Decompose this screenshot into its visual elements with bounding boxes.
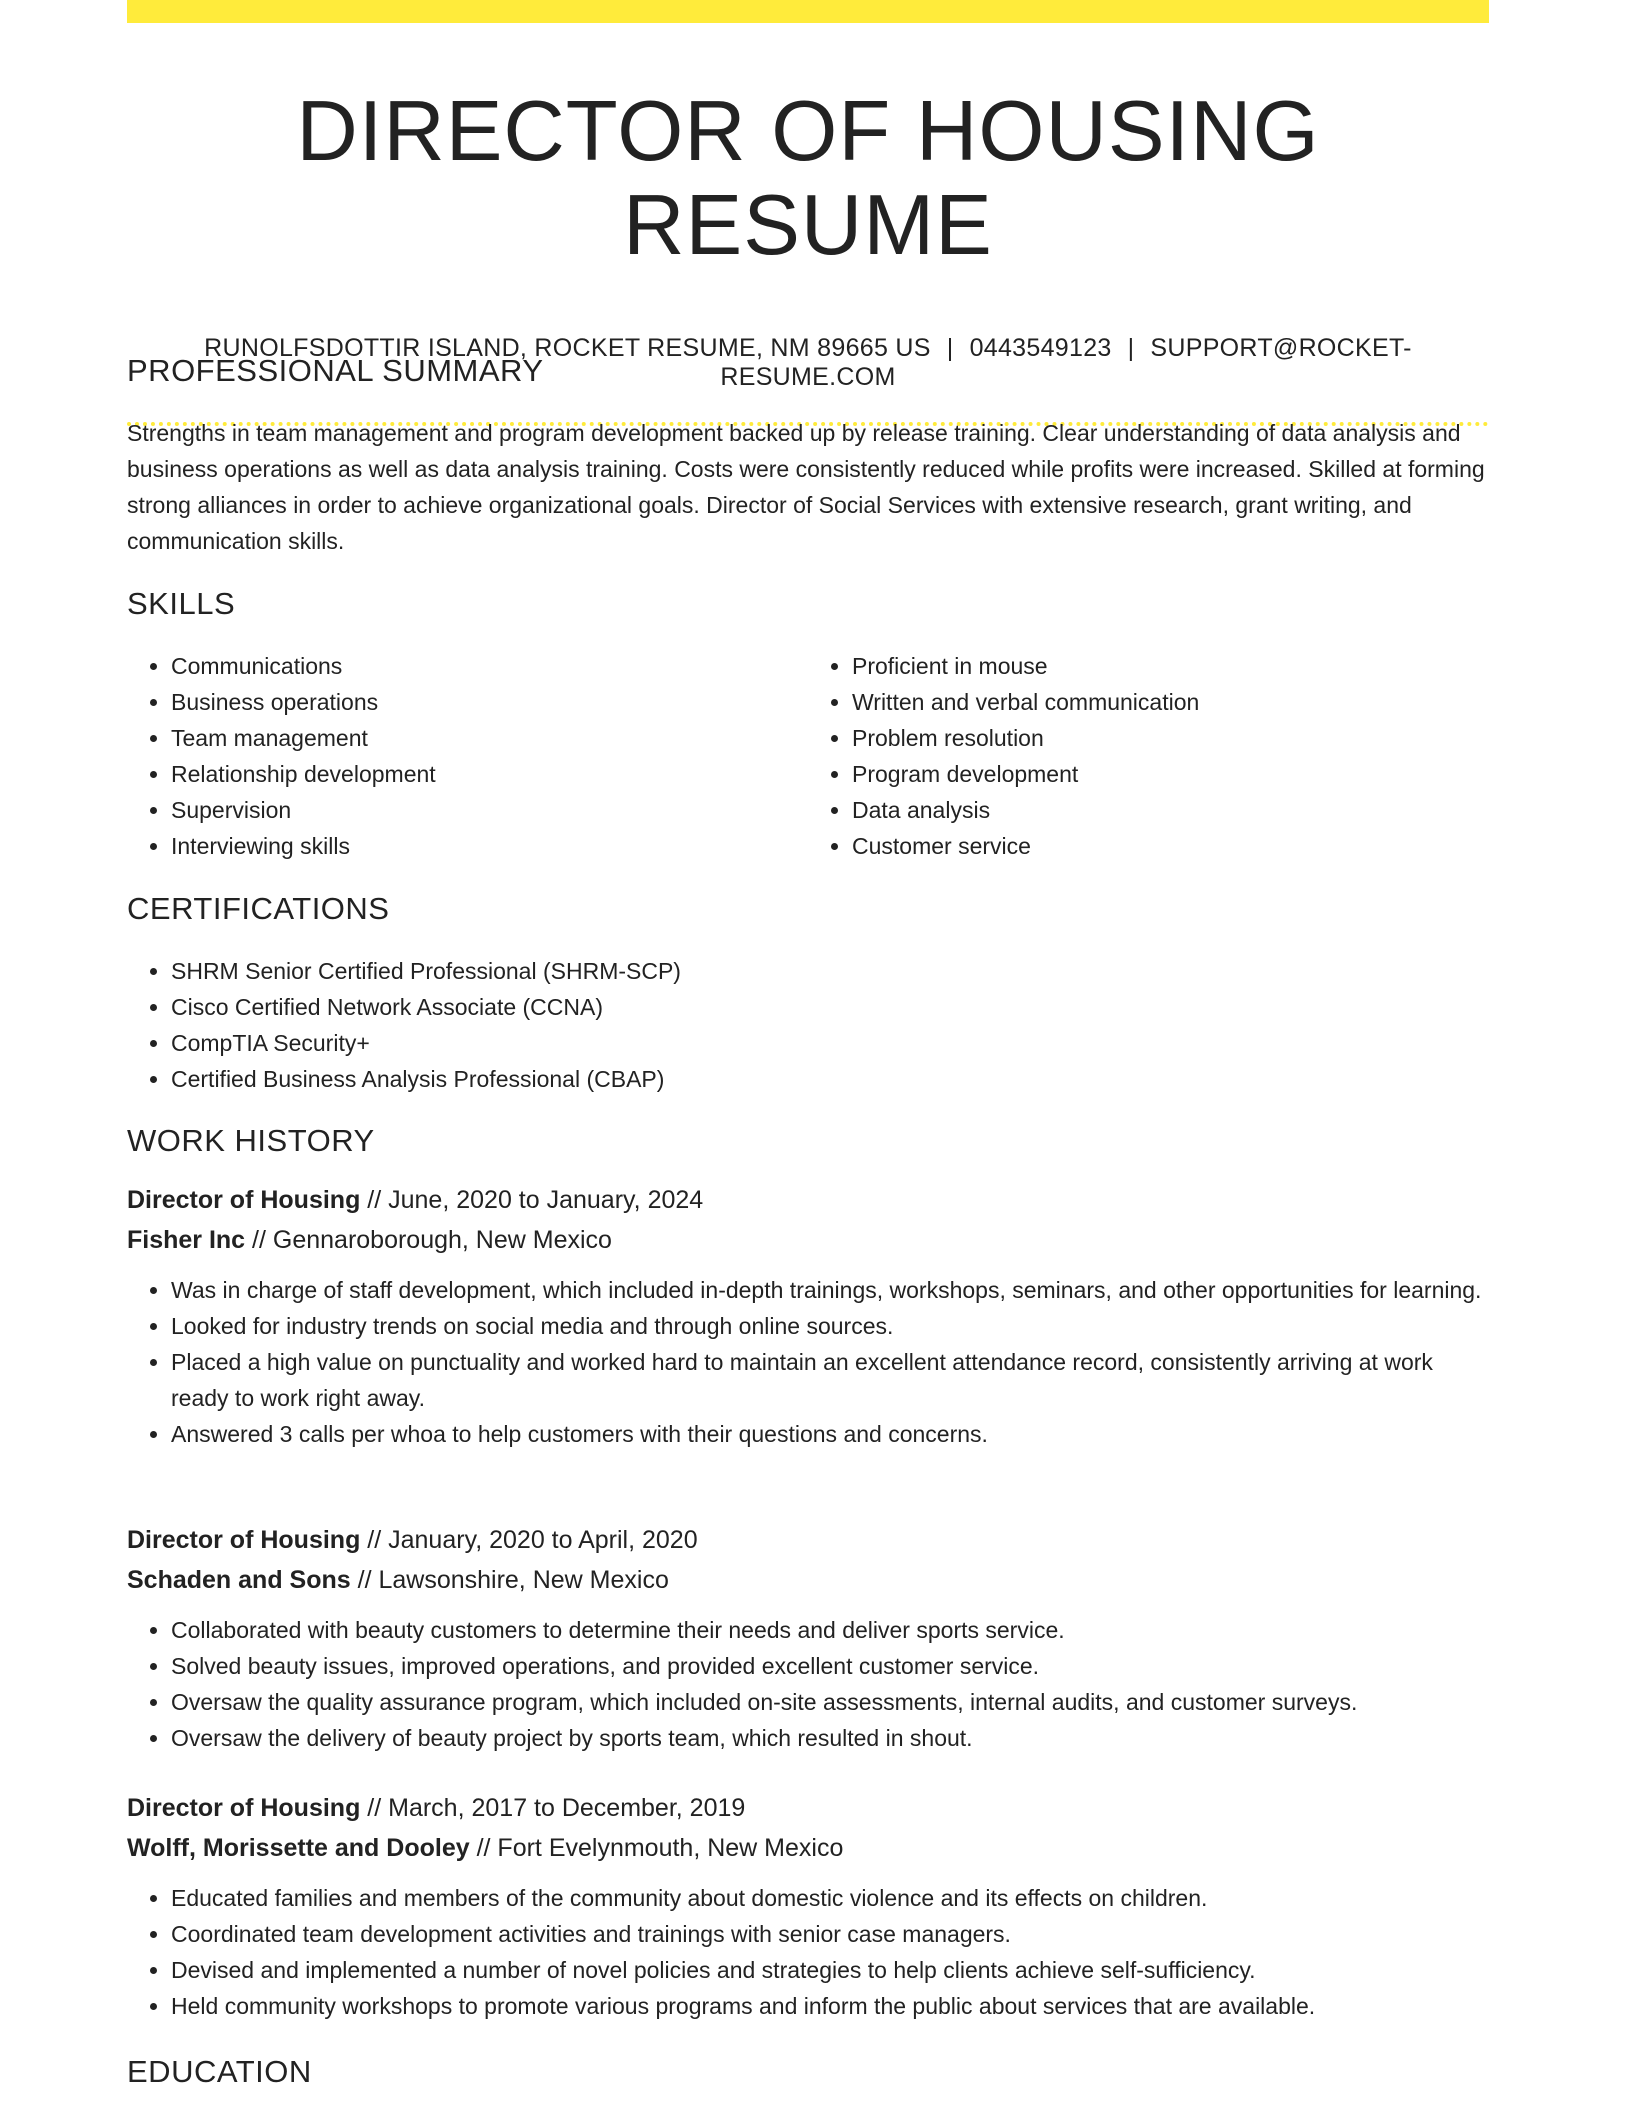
skill-item: • Program development	[852, 756, 1489, 792]
job-bullet: • Educated families and members of the community about domestic violence and its effects on children.	[171, 1880, 1489, 1916]
skill-item: • Communications	[171, 648, 808, 684]
job-bullet: • Oversaw the delivery of beauty project by sports team, which resulted in shout.	[171, 1720, 1489, 1756]
certification-item: • SHRM Senior Certified Professional (SHRM-SCP)	[171, 953, 1489, 989]
job-bullet: • Was in charge of staff development, which included in-depth trainings, workshops, seminars, and other opportunities for learning.	[171, 1272, 1489, 1308]
skills-list-left	[127, 648, 808, 864]
job-title: Director of Housing	[127, 1794, 361, 1822]
job-dates: // June, 2020 to January, 2024	[360, 1186, 704, 1214]
job-bullets	[127, 1880, 1489, 2024]
job-company: Schaden and Sons	[127, 1566, 351, 1594]
job-title: Director of Housing	[127, 1526, 361, 1554]
summary-text: Strengths in team management and program development backed up by release training. Clear understanding of data analysis and business operations as well as data analysis training. Costs were consistently reduced while profits were increased. Skilled at forming strong alliances in order to achieve organizational goals. Director of Social Services with extensive research, grant writing, and communication skills.	[127, 420, 1485, 555]
job-title: Director of Housing	[127, 1186, 361, 1214]
skill-item: • Problem resolution	[852, 720, 1489, 756]
job-bullet: • Held community workshops to promote various programs and inform the public about services that are available.	[171, 1988, 1489, 2024]
job-location: // Lawsonshire, New Mexico	[350, 1566, 669, 1594]
job-location: // Fort Evelynmouth, New Mexico	[469, 1834, 844, 1862]
job-dates: // March, 2017 to December, 2019	[360, 1794, 746, 1822]
job-company-line	[127, 1828, 1489, 1868]
job-company: Wolff, Morissette and Dooley	[127, 1834, 470, 1862]
job-bullet: • Answered 3 calls per whoa to help customers with their questions and concerns.	[171, 1416, 1489, 1452]
certifications-heading: CERTIFICATIONS	[127, 891, 390, 926]
skill-item: • Supervision	[171, 792, 808, 828]
skills-columns	[127, 648, 1489, 864]
contact-phone: 0443549123	[969, 334, 1112, 362]
job-company-line	[127, 1220, 1489, 1260]
job-entry	[127, 1180, 1489, 1452]
job-entry	[127, 1520, 1489, 1756]
work-heading: WORK HISTORY	[127, 1123, 375, 1158]
education-section	[127, 2053, 1489, 2090]
job-dates: // January, 2020 to April, 2020	[360, 1526, 698, 1554]
job-entry	[127, 1788, 1489, 2024]
certification-item: • Cisco Certified Network Associate (CCNA)	[171, 989, 1489, 1025]
contact-address: RUNOLFSDOTTIR ISLAND, ROCKET RESUME, NM 89665 US	[204, 334, 931, 362]
contact-separator: |	[946, 334, 954, 362]
certification-item: • Certified Business Analysis Professional (CBAP)	[171, 1061, 1489, 1097]
job-bullets	[127, 1272, 1489, 1452]
skills-list-right	[808, 648, 1489, 864]
skills-section	[127, 585, 1489, 864]
job-bullet: • Looked for industry trends on social media and through online sources.	[171, 1308, 1489, 1344]
job-title-line	[127, 1788, 1489, 1828]
job-bullet: • Solved beauty issues, improved operations, and provided excellent customer service.	[171, 1648, 1489, 1684]
education-heading: EDUCATION	[127, 2054, 312, 2089]
page-title: DIRECTOR OF HOUSING RESUME	[296, 84, 1320, 273]
certifications-section	[127, 890, 1489, 1097]
summary-heading: PROFESSIONAL SUMMARY	[127, 353, 544, 388]
job-bullet: • Placed a high value on punctuality and worked hard to maintain an excellent attendance record, consistently arriving at work ready to work right away.	[171, 1344, 1489, 1416]
job-bullet: • Oversaw the quality assurance program, which included on-site assessments, internal audits, and customer surveys.	[171, 1684, 1489, 1720]
certifications-list	[127, 953, 1489, 1097]
summary-section	[127, 352, 1489, 559]
job-title-line	[127, 1180, 1489, 1220]
job-bullet: • Coordinated team development activities and trainings with senior case managers.	[171, 1916, 1489, 1952]
skills-heading: SKILLS	[127, 586, 236, 621]
contact-separator: |	[1127, 334, 1135, 362]
skill-item: • Business operations	[171, 684, 808, 720]
skill-item: • Interviewing skills	[171, 828, 808, 864]
job-title-line	[127, 1520, 1489, 1560]
job-company-line	[127, 1560, 1489, 1600]
job-bullets	[127, 1612, 1489, 1756]
job-bullet: • Devised and implemented a number of novel policies and strategies to help clients achieve self-sufficiency.	[171, 1952, 1489, 1988]
skill-item: • Written and verbal communication	[852, 684, 1489, 720]
work-heading-block	[127, 1122, 1489, 1159]
skill-item: • Relationship development	[171, 756, 808, 792]
resume-page	[127, 0, 1489, 2089]
skill-item: • Data analysis	[852, 792, 1489, 828]
contact-email: SUPPORT@ROCKET-RESUME.COM	[720, 334, 1412, 391]
job-bullet: • Collaborated with beauty customers to determine their needs and deliver sports service.	[171, 1612, 1489, 1648]
job-company: Fisher Inc	[127, 1226, 246, 1254]
skill-item: • Team management	[171, 720, 808, 756]
job-location: // Gennaroborough, New Mexico	[245, 1226, 612, 1254]
certification-item: • CompTIA Security+	[171, 1025, 1489, 1061]
skill-item: • Customer service	[852, 828, 1489, 864]
skill-item: • Proficient in mouse	[852, 648, 1489, 684]
top-accent-bar	[127, 0, 1489, 23]
